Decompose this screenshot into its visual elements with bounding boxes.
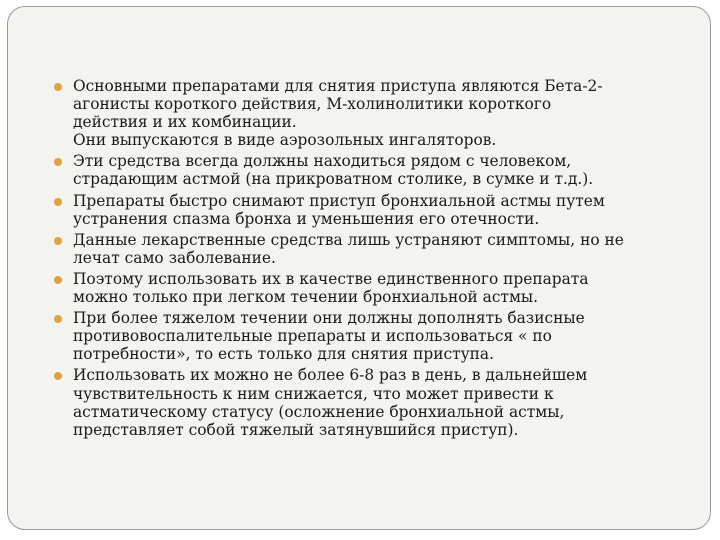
bullet-line: агонисты короткого действия, М-холинолитики короткого: [73, 95, 552, 114]
bullet-dot-icon: [54, 198, 62, 206]
bullet-line: Эти средства всегда должны находиться рядом с человеком,: [73, 152, 572, 171]
bullet-line: противовоспалительные препараты и использоваться « по: [73, 327, 552, 346]
bullet-line: представляет собой тяжелый затянувшийся приступ).: [73, 420, 519, 439]
bullet-line: Использовать их можно не более 6-8 раз в день, в дальнейшем: [73, 366, 588, 385]
bullet-line: можно только при легком течении бронхиальной астмы.: [73, 288, 539, 307]
bullet-item: [54, 77, 694, 149]
bullet-item: [54, 366, 694, 438]
bullet-dot-icon: [54, 83, 62, 91]
bullet-line: страдающим астмой (на прикроватном столике, в сумке и т.д.).: [73, 170, 594, 189]
bullet-item: [54, 270, 694, 306]
bullet-line: Данные лекарственные средства лишь устраняют симптомы, но не: [73, 230, 624, 249]
bullet-line: чувствительность к ним снижается, что может привести к: [73, 384, 554, 403]
bullet-dot-icon: [54, 276, 62, 284]
bullet-line: При более тяжелом течении они должны дополнять базисные: [73, 309, 585, 328]
bullet-dot-icon: [54, 372, 62, 380]
bullet-line: Поэтому использовать их в качестве единственного препарата: [73, 269, 589, 288]
slide-frame: [7, 6, 711, 530]
bullet-line: устранения спазма бронха и уменьшения его отечности.: [73, 209, 540, 228]
bullet-line: потребности», то есть только для снятия приступа.: [73, 345, 494, 364]
bullet-dot-icon: [54, 237, 62, 245]
bullet-line: действия и их комбинации.: [73, 113, 297, 132]
bullet-item: [54, 192, 694, 228]
bullet-line: лечат само заболевание.: [73, 248, 276, 267]
bullet-line: астматическому статусу (осложнение бронхиальной астмы,: [73, 402, 565, 421]
bullet-item: [54, 152, 694, 188]
bullet-line: Они выпускаются в виде аэрозольных ингаляторов.: [73, 131, 497, 150]
bullet-item: [54, 309, 694, 363]
bullet-item: [54, 231, 694, 267]
bullet-dot-icon: [54, 315, 62, 323]
bullet-dot-icon: [54, 158, 62, 166]
bullet-line: Основными препаратами для снятия приступа являются Бета-2-: [73, 77, 603, 95]
bullet-line: Препараты быстро снимают приступ бронхиальной астмы путем: [73, 191, 605, 210]
bullet-list: [54, 77, 694, 442]
